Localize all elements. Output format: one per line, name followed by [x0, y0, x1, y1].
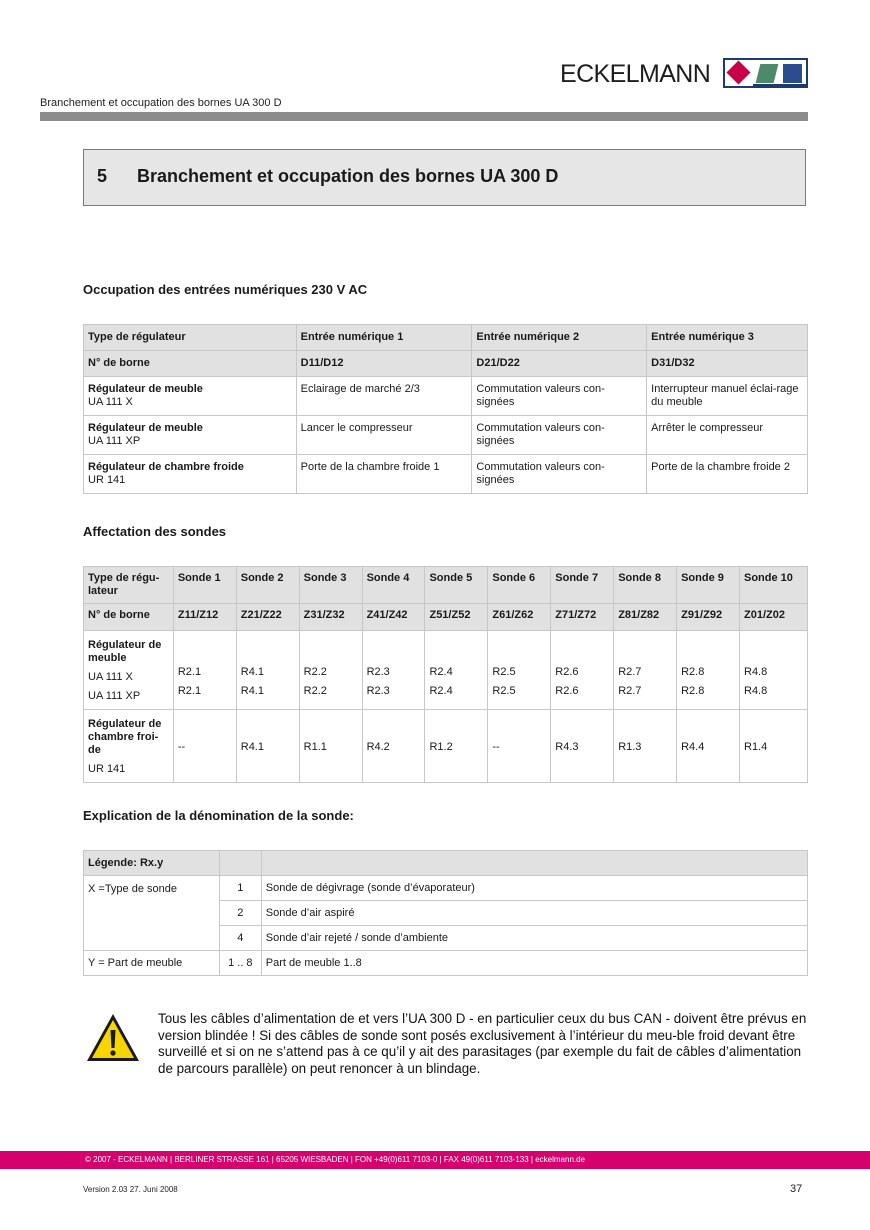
page-number: 37: [790, 1183, 803, 1195]
header-cell: Z01/Z02: [740, 604, 808, 631]
running-header-title: Branchement et occupation des bornes UA 300 D: [40, 97, 282, 109]
value: R4.8: [744, 666, 768, 678]
legend-description: Sonde d’air rejeté / sonde d’ambiente: [261, 926, 807, 951]
header-cell: N° de borne: [84, 351, 297, 377]
value: R2.7: [618, 685, 642, 697]
controller-cell: [84, 710, 174, 783]
header-cell: Sonde 7: [551, 567, 614, 604]
table-cell: R4.3: [551, 710, 614, 783]
value: R2.2: [303, 685, 327, 697]
logo-diamond-icon: [726, 60, 750, 84]
controller-cell: [84, 416, 297, 455]
table-cell: Commutation valeurs con-signées: [472, 377, 647, 416]
legend-code: 2: [219, 901, 261, 926]
controller-model: UA 111 XP: [88, 435, 141, 447]
header-cell: Z91/Z92: [677, 604, 740, 631]
table-row: [84, 455, 808, 494]
logo-underline: [753, 84, 808, 86]
table-cell: R4.2: [362, 710, 425, 783]
sensor-legend-table: [83, 850, 808, 976]
eckelmann-logo: [560, 58, 810, 90]
header-cell: Sonde 6: [488, 567, 551, 604]
header-cell: Sonde 10: [740, 567, 808, 604]
header-cell: Sonde 3: [299, 567, 362, 604]
chapter-number: 5: [97, 166, 108, 186]
header-cell: Z41/Z42: [362, 604, 425, 631]
terminal-row: [84, 604, 808, 631]
table-row: [84, 416, 808, 455]
controller-model: UA 111 X: [88, 671, 133, 683]
value: R2.1: [177, 685, 202, 697]
controller-type: Régulateur de meuble: [88, 383, 203, 395]
table-row: [84, 377, 808, 416]
legend-code: 1 .. 8: [219, 951, 261, 976]
shielding-warning-text: Tous les câbles d’alimentation de et vers l’UA 300 D - en particulier ceux du bus CAN - doivent être prévus en version blindée ! Si des câbles de sonde sont posés exclusivement à l’intérieur du meu-ble froid devant être surveillé et si on ne s’attend pas à ce qu’il y ait des parasitages (par exemple du fait de câbles d’alimentation de parcours parallèle) on peut renoncer à un blindage.: [158, 1011, 807, 1076]
table-cell: Porte de la chambre froide 2: [647, 455, 808, 494]
controller-type: Régulateur de chambre froi-de: [88, 718, 162, 756]
value: R2.3: [366, 666, 390, 678]
header-cell: Sonde 4: [362, 567, 425, 604]
controller-cell: [84, 631, 174, 710]
header-cell: Légende: Rx.y: [84, 851, 220, 876]
table-cell: Eclairage de marché 2/3: [296, 377, 472, 416]
sensor-naming-heading: Explication de la dénomination de la sonde:: [83, 808, 354, 823]
table-cell: R1.2: [425, 710, 488, 783]
value: R2.5: [492, 666, 516, 678]
controller-type: Régulateur de chambre froide: [88, 461, 244, 473]
header-cell: Entrée numérique 3: [647, 325, 808, 351]
table-cell: Commutation valeurs con-signées: [472, 455, 647, 494]
controller-cell: [84, 377, 297, 416]
table-cell: [677, 631, 740, 710]
controller-type: Régulateur de meuble: [88, 422, 203, 434]
table-row: [84, 710, 808, 783]
value: R2.7: [618, 666, 642, 678]
table-row: [84, 951, 808, 976]
header-cell: Sonde 5: [425, 567, 488, 604]
table-cell: Interrupteur manuel éclai-rage du meuble: [647, 377, 808, 416]
header-cell: Z81/Z82: [614, 604, 677, 631]
table-cell: Lancer le compresseur: [296, 416, 472, 455]
header-cell: Entrée numérique 2: [472, 325, 647, 351]
value: R2.8: [681, 666, 705, 678]
sensor-assignment-table: [83, 566, 808, 783]
digital-inputs-heading: Occupation des entrées numériques 230 V AC: [83, 282, 368, 297]
controller-model: UA 111 X: [88, 396, 133, 408]
legend-code: 1: [219, 876, 261, 901]
value: R2.1: [177, 666, 202, 678]
header-cell: Type de régulateur: [84, 325, 297, 351]
header-cell: Z51/Z52: [425, 604, 488, 631]
header-cell: Sonde 8: [614, 567, 677, 604]
legend-description: Sonde d’air aspiré: [261, 901, 807, 926]
value: R2.4: [429, 666, 453, 678]
table-cell: [173, 631, 236, 710]
table-cell: [362, 631, 425, 710]
value: R4.1: [240, 666, 264, 678]
table-cell: [740, 631, 808, 710]
value: R4.8: [744, 685, 768, 697]
header-cell: Sonde 2: [236, 567, 299, 604]
value: R2.6: [555, 685, 579, 697]
header-cell: D21/D22: [472, 351, 647, 377]
header-cell: Type de régu-lateur: [84, 567, 174, 604]
table-cell: --: [488, 710, 551, 783]
header-cell: Z61/Z62: [488, 604, 551, 631]
table-cell: R1.4: [740, 710, 808, 783]
table-cell: --: [173, 710, 236, 783]
header-cell: Sonde 9: [677, 567, 740, 604]
controller-type: Régulateur de meuble: [88, 639, 162, 664]
value: R2.8: [681, 685, 705, 697]
legend-x-label: X =Type de sonde: [84, 876, 220, 951]
table-cell: Arrêter le compresseur: [647, 416, 808, 455]
legend-y-label: Y = Part de meuble: [84, 951, 220, 976]
value: R2.4: [429, 685, 453, 697]
table-cell: R4.4: [677, 710, 740, 783]
header-cell: Z21/Z22: [236, 604, 299, 631]
table-cell: [488, 631, 551, 710]
value: R2.3: [366, 685, 390, 697]
table-cell: [236, 631, 299, 710]
header-cell: N° de borne: [84, 604, 174, 631]
header-cell: Sonde 1: [173, 567, 236, 604]
legend-description: Part de meuble 1..8: [261, 951, 807, 976]
digital-inputs-table: [83, 324, 808, 494]
header-cell: Z31/Z32: [299, 604, 362, 631]
terminal-row: [84, 351, 808, 377]
controller-model: UR 141: [88, 474, 126, 486]
logo-parallelogram-icon: [756, 64, 779, 83]
table-cell: Commutation valeurs con-signées: [472, 416, 647, 455]
header-divider: [40, 112, 808, 121]
controller-model: UR 141: [88, 763, 126, 775]
table-row: [84, 876, 808, 901]
warning-triangle-icon: [85, 1012, 141, 1064]
chapter-title: Branchement et occupation des bornes UA 300 D: [137, 166, 559, 186]
sensor-assignment-heading: Affectation des sondes: [83, 524, 227, 539]
header-cell: Entrée numérique 1: [296, 325, 472, 351]
table-cell: R1.1: [299, 710, 362, 783]
header-cell: [219, 851, 261, 876]
legend-description: Sonde de dégivrage (sonde d’évaporateur): [261, 876, 807, 901]
table-cell: [425, 631, 488, 710]
logo-square-icon: [783, 64, 802, 83]
controller-model: UA 111 XP: [88, 690, 141, 702]
table-cell: [299, 631, 362, 710]
table-header-row: [84, 567, 808, 604]
table-cell: Porte de la chambre froide 1: [296, 455, 472, 494]
header-cell: D11/D12: [296, 351, 472, 377]
table-cell: R1.3: [614, 710, 677, 783]
document-version: Version 2.03 27. Juni 2008: [83, 1185, 178, 1194]
legend-code: 4: [219, 926, 261, 951]
value: R4.1: [240, 685, 264, 697]
table-cell: [551, 631, 614, 710]
header-cell: Z71/Z72: [551, 604, 614, 631]
table-cell: R4.1: [236, 710, 299, 783]
logo-mark: [723, 58, 808, 88]
header-cell: Z11/Z12: [173, 604, 236, 631]
table-cell: [614, 631, 677, 710]
value: R2.5: [492, 685, 516, 697]
table-row: [84, 631, 808, 710]
value: R2.6: [555, 666, 579, 678]
header-cell: [261, 851, 807, 876]
table-header-row: [84, 325, 808, 351]
logo-wordmark: ECKELMANN: [560, 60, 711, 88]
table-header-row: [84, 851, 808, 876]
value: R2.2: [303, 666, 327, 678]
footer-contact: © 2007 - ECKELMANN | BERLINER STRASSE 161 | 65205 WIESBADEN | FON +49(0)611 7103-0 | FAX 49(0)611 7103-133 | eckelmann.de: [85, 1155, 586, 1164]
header-cell: D31/D32: [647, 351, 808, 377]
controller-cell: [84, 455, 297, 494]
chapter-heading-box: [83, 149, 806, 206]
